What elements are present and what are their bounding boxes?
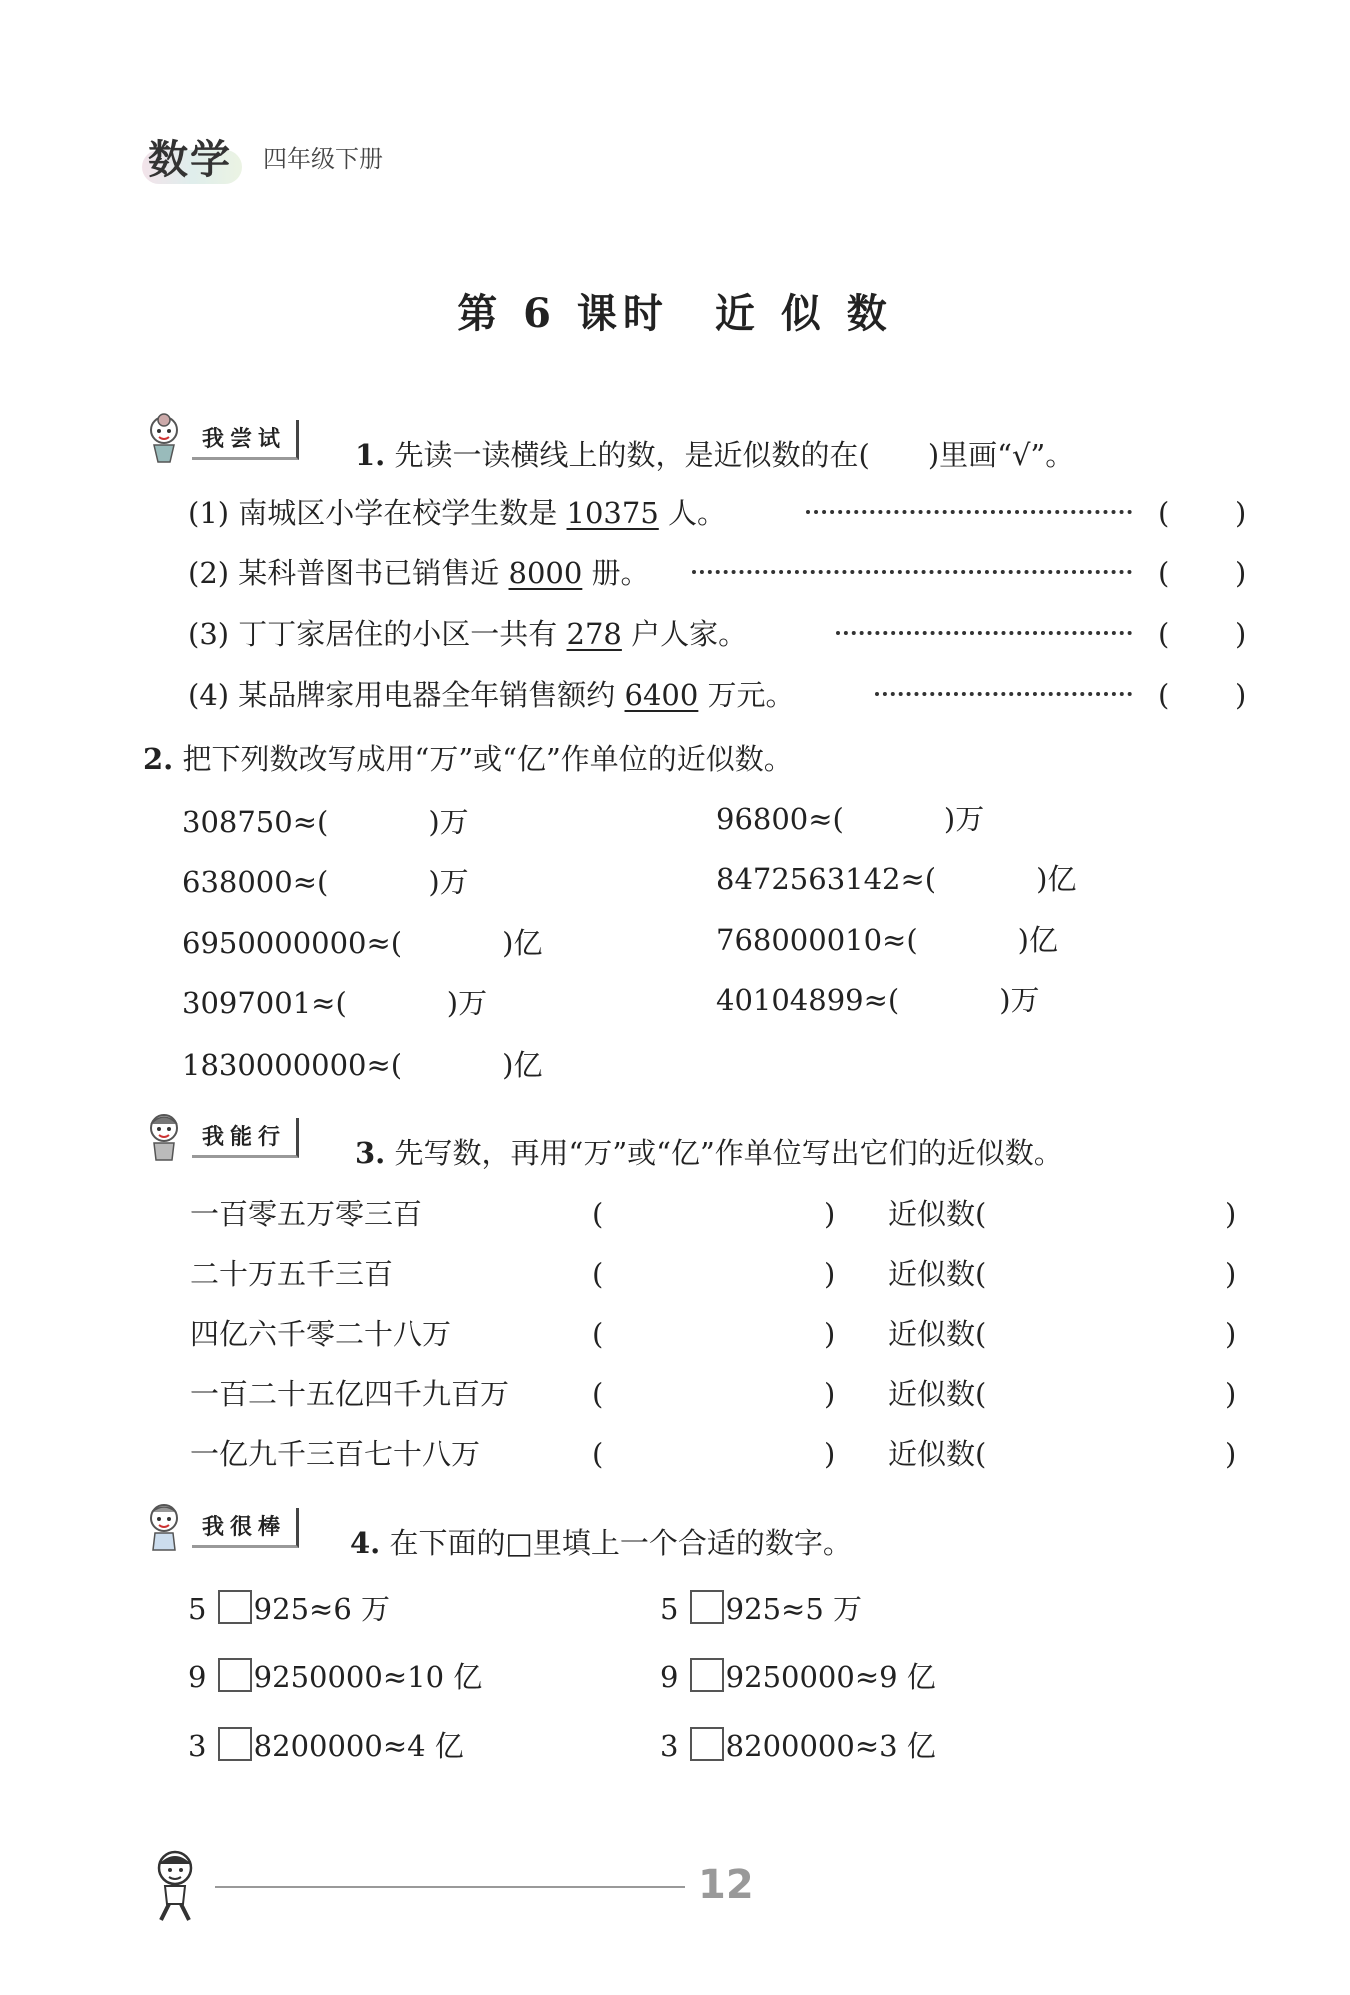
q2-item[interactable] <box>716 923 1058 958</box>
q3-text: 先写数，再用“万”或“亿”作单位写出它们的近似数。 <box>394 1136 1063 1170</box>
q1-item-text: 人。 <box>658 496 726 530</box>
q3-item-words: 一百零五万零三百 <box>190 1197 423 1231</box>
answer-open-paren[interactable]: ( <box>1158 556 1170 590</box>
q4-text: 在下面的□里填上一个合适的数字。 <box>389 1526 852 1560</box>
answer-box[interactable] <box>218 1727 252 1761</box>
subject-title: 数学 <box>148 137 232 183</box>
q2-item[interactable] <box>182 865 469 900</box>
q1-item-3 <box>188 617 747 652</box>
answer-open-paren[interactable]: ( <box>1158 617 1170 651</box>
q2-item[interactable] <box>182 986 487 1021</box>
answer-box[interactable] <box>218 1590 252 1624</box>
q3-item-words: 一亿九千三百七十八万 <box>190 1437 481 1471</box>
page-number: 12 <box>698 1862 754 1908</box>
answer-close-paren: ) <box>1225 1197 1237 1231</box>
q3-item-words: 二十万五千三百 <box>190 1257 394 1291</box>
q4-digit: 5 <box>660 1592 679 1626</box>
q2-unit: )万 <box>428 805 469 839</box>
q2-item[interactable] <box>716 983 1040 1018</box>
q2-expr: 768000010≈( <box>716 923 918 957</box>
q1-item-text: (2) 某科普图书已销售近 <box>188 556 509 590</box>
answer-close-paren: ) <box>1235 556 1247 590</box>
q1-item-4 <box>188 678 795 713</box>
q1-item-text: (3) 丁丁家居住的小区一共有 <box>188 617 567 651</box>
answer-close-paren: ) <box>824 1257 836 1291</box>
q1-number: 1. <box>355 438 386 472</box>
q2-item[interactable] <box>716 802 984 837</box>
answer-open-paren[interactable]: ( <box>592 1197 604 1231</box>
q2-prompt <box>143 742 793 777</box>
section-label-can: 我能行 <box>192 1118 299 1158</box>
q4-rest: 9250000≈9 亿 <box>725 1660 936 1694</box>
answer-open-paren[interactable]: ( <box>1158 496 1170 530</box>
q4-rest: 8200000≈3 亿 <box>725 1729 936 1763</box>
q3-number: 3. <box>355 1136 386 1170</box>
q1-item-2 <box>188 556 650 591</box>
approx-label[interactable]: 近似数( <box>888 1377 987 1411</box>
q4-digit: 3 <box>660 1729 679 1763</box>
q4-item <box>188 1590 390 1627</box>
q1-item-text: 万元。 <box>698 678 795 712</box>
approx-label[interactable]: 近似数( <box>888 1437 987 1471</box>
q1-prompt <box>355 438 1074 473</box>
answer-close-paren: ) <box>1235 617 1247 651</box>
q4-rest: 8200000≈4 亿 <box>253 1729 464 1763</box>
answer-box[interactable] <box>690 1658 724 1692</box>
q2-expr: 6950000000≈( <box>182 926 403 960</box>
approx-label[interactable]: 近似数( <box>888 1257 987 1291</box>
q3-item-words: 一百二十五亿四千九百万 <box>190 1377 510 1411</box>
q4-number: 4. <box>350 1526 381 1560</box>
answer-open-paren[interactable]: ( <box>1158 678 1170 712</box>
section-badge-great <box>140 1500 299 1556</box>
boy-mascot-icon <box>140 1110 188 1166</box>
q2-unit: )亿 <box>1017 923 1058 957</box>
answer-close-paren: ) <box>1225 1257 1237 1291</box>
girl-mascot-icon <box>140 412 188 468</box>
q2-unit: )亿 <box>502 1048 543 1082</box>
q2-unit: )万 <box>428 865 469 899</box>
q2-expr: 638000≈( <box>182 865 329 899</box>
q2-expr: 40104899≈( <box>716 983 900 1017</box>
q2-text: 把下列数改写成用“万”或“亿”作单位的近似数。 <box>182 742 793 776</box>
q2-expr: 96800≈( <box>716 802 844 836</box>
q1-item-number: 278 <box>566 617 622 651</box>
answer-close-paren: ) <box>1235 678 1247 712</box>
q4-item <box>188 1658 482 1695</box>
approx-label[interactable]: 近似数( <box>888 1197 987 1231</box>
leader-dots <box>806 510 1132 514</box>
q1-item-text: (1) 南城区小学在校学生数是 <box>188 496 567 530</box>
q1-item-number: 10375 <box>566 496 659 530</box>
leader-dots <box>692 570 1132 574</box>
answer-close-paren: ) <box>824 1437 836 1471</box>
lesson-title: 第 6 课时 近 似 数 <box>457 290 893 337</box>
q1-item-text: 户人家。 <box>621 617 748 651</box>
answer-close-paren: ) <box>824 1377 836 1411</box>
answer-box[interactable] <box>218 1658 252 1692</box>
q4-item <box>188 1727 464 1764</box>
q4-rest: 9250000≈10 亿 <box>253 1660 483 1694</box>
answer-close-paren: ) <box>1225 1437 1237 1471</box>
q4-item <box>660 1590 862 1627</box>
section-badge-can <box>140 1110 299 1166</box>
answer-open-paren[interactable]: ( <box>592 1317 604 1351</box>
footer-rule <box>215 1886 685 1888</box>
q1-item-1 <box>188 496 726 531</box>
answer-close-paren: ) <box>1235 496 1247 530</box>
q2-unit: )亿 <box>1036 862 1077 896</box>
q4-digit: 5 <box>188 1592 207 1626</box>
q1-item-number: 8000 <box>508 556 583 590</box>
section-label-great: 我很棒 <box>192 1508 299 1548</box>
q2-expr: 308750≈( <box>182 805 329 839</box>
q2-unit: )亿 <box>502 926 543 960</box>
answer-box[interactable] <box>690 1590 724 1624</box>
q3-prompt <box>355 1136 1063 1171</box>
q2-item[interactable] <box>182 805 469 840</box>
q2-expr: 8472563142≈( <box>716 862 937 896</box>
q4-item <box>660 1727 936 1764</box>
section-badge-try <box>140 412 299 468</box>
q2-item[interactable] <box>716 862 1076 897</box>
approx-label[interactable]: 近似数( <box>888 1317 987 1351</box>
answer-close-paren: ) <box>1225 1377 1237 1411</box>
q2-item[interactable] <box>182 1048 542 1083</box>
q4-digit: 3 <box>188 1729 207 1763</box>
answer-close-paren: ) <box>824 1317 836 1351</box>
q4-rest: 925≈5 万 <box>725 1592 862 1626</box>
q2-unit: )万 <box>446 986 488 1020</box>
grade-label: 四年级下册 <box>263 145 383 173</box>
answer-open-paren[interactable]: ( <box>592 1437 604 1471</box>
running-kid-icon <box>143 1846 213 1926</box>
answer-close-paren: ) <box>1225 1317 1237 1351</box>
answer-open-paren[interactable]: ( <box>592 1377 604 1411</box>
q1-item-text: 册。 <box>582 556 650 590</box>
q4-prompt <box>350 1526 852 1561</box>
q4-digit: 9 <box>188 1660 207 1694</box>
child-mascot-icon <box>140 1500 188 1556</box>
q2-expr: 3097001≈( <box>182 986 347 1020</box>
answer-box[interactable] <box>690 1727 724 1761</box>
leader-dots <box>836 631 1132 635</box>
q2-number: 2. <box>143 742 174 776</box>
q1-text: 先读一读横线上的数，是近似数的在( )里画“√”。 <box>394 438 1075 472</box>
q2-unit: )万 <box>943 802 985 836</box>
q1-item-number: 6400 <box>624 678 699 712</box>
q4-rest: 925≈6 万 <box>253 1592 390 1626</box>
q3-item-words: 四亿六千零二十八万 <box>190 1317 452 1351</box>
q2-unit: )万 <box>999 983 1040 1017</box>
answer-open-paren[interactable]: ( <box>592 1257 604 1291</box>
q2-expr: 1830000000≈( <box>182 1048 403 1082</box>
answer-close-paren: ) <box>824 1197 836 1231</box>
q4-digit: 9 <box>660 1660 679 1694</box>
q4-item <box>660 1658 936 1695</box>
q1-item-text: (4) 某品牌家用电器全年销售额约 <box>188 678 625 712</box>
section-label-try: 我尝试 <box>192 420 299 460</box>
leader-dots <box>875 692 1132 696</box>
q2-item[interactable] <box>182 926 542 961</box>
